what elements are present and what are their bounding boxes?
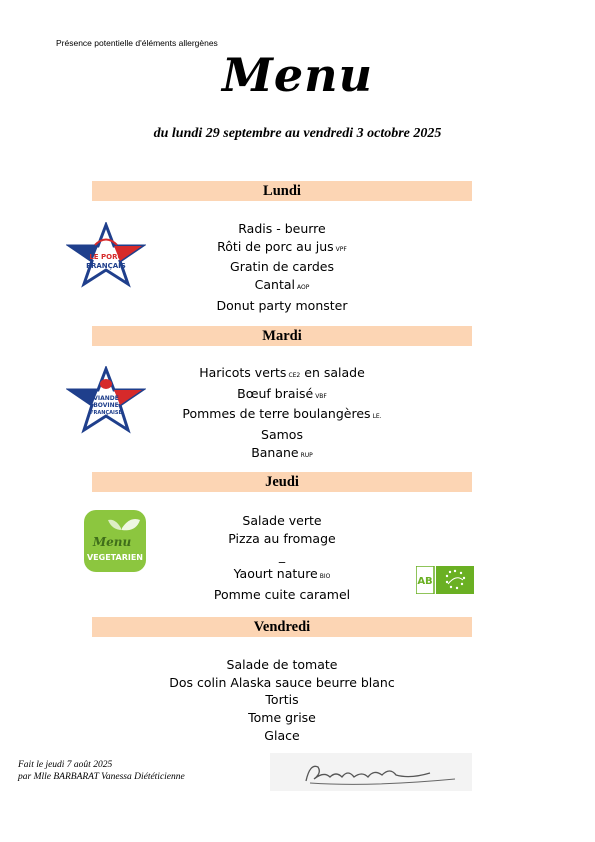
vegetarian-logo-line2: VEGETARIEN [86, 553, 144, 562]
day-header-jeudi: Jeudi [92, 472, 472, 492]
day-header-lundi: Lundi [92, 181, 472, 201]
beef-logo-line3: FRANÇAISE [90, 410, 122, 416]
beef-logo-line2: BOVINE [93, 402, 119, 409]
dish-item: Tortis [265, 692, 299, 708]
dish-label-tag: CE2 [288, 372, 301, 379]
dish-item: Salade de tomate [226, 657, 338, 672]
dish-item: Salade verte [242, 513, 322, 528]
signature-box [270, 753, 472, 791]
signature-image [270, 753, 472, 791]
dish-item: Radis - beurre [238, 221, 326, 236]
dish-list-lundi [92, 220, 472, 315]
dish-item: Pommes de terre boulangères LE. [182, 406, 382, 422]
dish-item: Pomme cuite caramel [213, 586, 351, 602]
dish-label-tag: BIO [319, 573, 331, 581]
dish-item: Gratin de cardes [230, 259, 334, 275]
dish-item: Haricots verts CE2 en salade [199, 365, 365, 380]
date-range: du lundi 29 septembre au vendredi 3 octobre 2025 [153, 126, 442, 141]
dish-item: Pizza au fromage [228, 530, 336, 546]
footer-author-name: par Mlle BARBARAT Vanessa Diététicienne [18, 772, 185, 782]
dish-label-tag: LE. [372, 413, 382, 421]
allergen-notice: Présence potentielle d'éléments allergènes [56, 38, 218, 48]
dish-item: Dos colin Alaska sauce beurre blanc [169, 674, 395, 690]
dish-item: Glace [264, 727, 300, 743]
day-header-vendredi: Vendredi [92, 617, 472, 637]
dish-item: Samos [261, 427, 303, 443]
dish-label-tag: AOP [297, 284, 310, 292]
organic-logo [416, 566, 474, 598]
footer-date: Fait le jeudi 7 août 2025 [18, 760, 113, 770]
dish-list-jeudi [92, 512, 472, 604]
dish-list-vendredi [92, 656, 472, 745]
dish-item: Bœuf braisé VBF [237, 385, 327, 401]
footer-author [18, 759, 185, 783]
pork-logo-line1: LE PORC [89, 253, 123, 261]
dish-label-tag: RUP [300, 451, 313, 459]
dish-item: Rôti de porc au jus VPF [217, 238, 347, 254]
dish-item: Donut party monster [216, 297, 348, 313]
organic-logo-ab-text: AB [417, 576, 433, 587]
vegetarian-logo-line1: Menu [92, 535, 132, 549]
dish-list-mardi [92, 364, 472, 465]
dish-item: Tome grise [248, 710, 316, 726]
dish-item: Cantal AOP [254, 277, 310, 293]
dish-item: Yaourt nature BIO [233, 566, 331, 582]
pork-logo-line2: FRANÇAIS [86, 262, 126, 270]
menu-title: Menu [221, 48, 374, 102]
beef-logo-line1: VIANDE [93, 395, 119, 402]
dish-item: Banane RUP [251, 444, 313, 460]
day-header-mardi: Mardi [92, 326, 472, 346]
dish-label-tag: VBF [315, 392, 327, 400]
dish-separator: _ [278, 548, 286, 564]
dish-label-tag: VPF [335, 245, 347, 253]
